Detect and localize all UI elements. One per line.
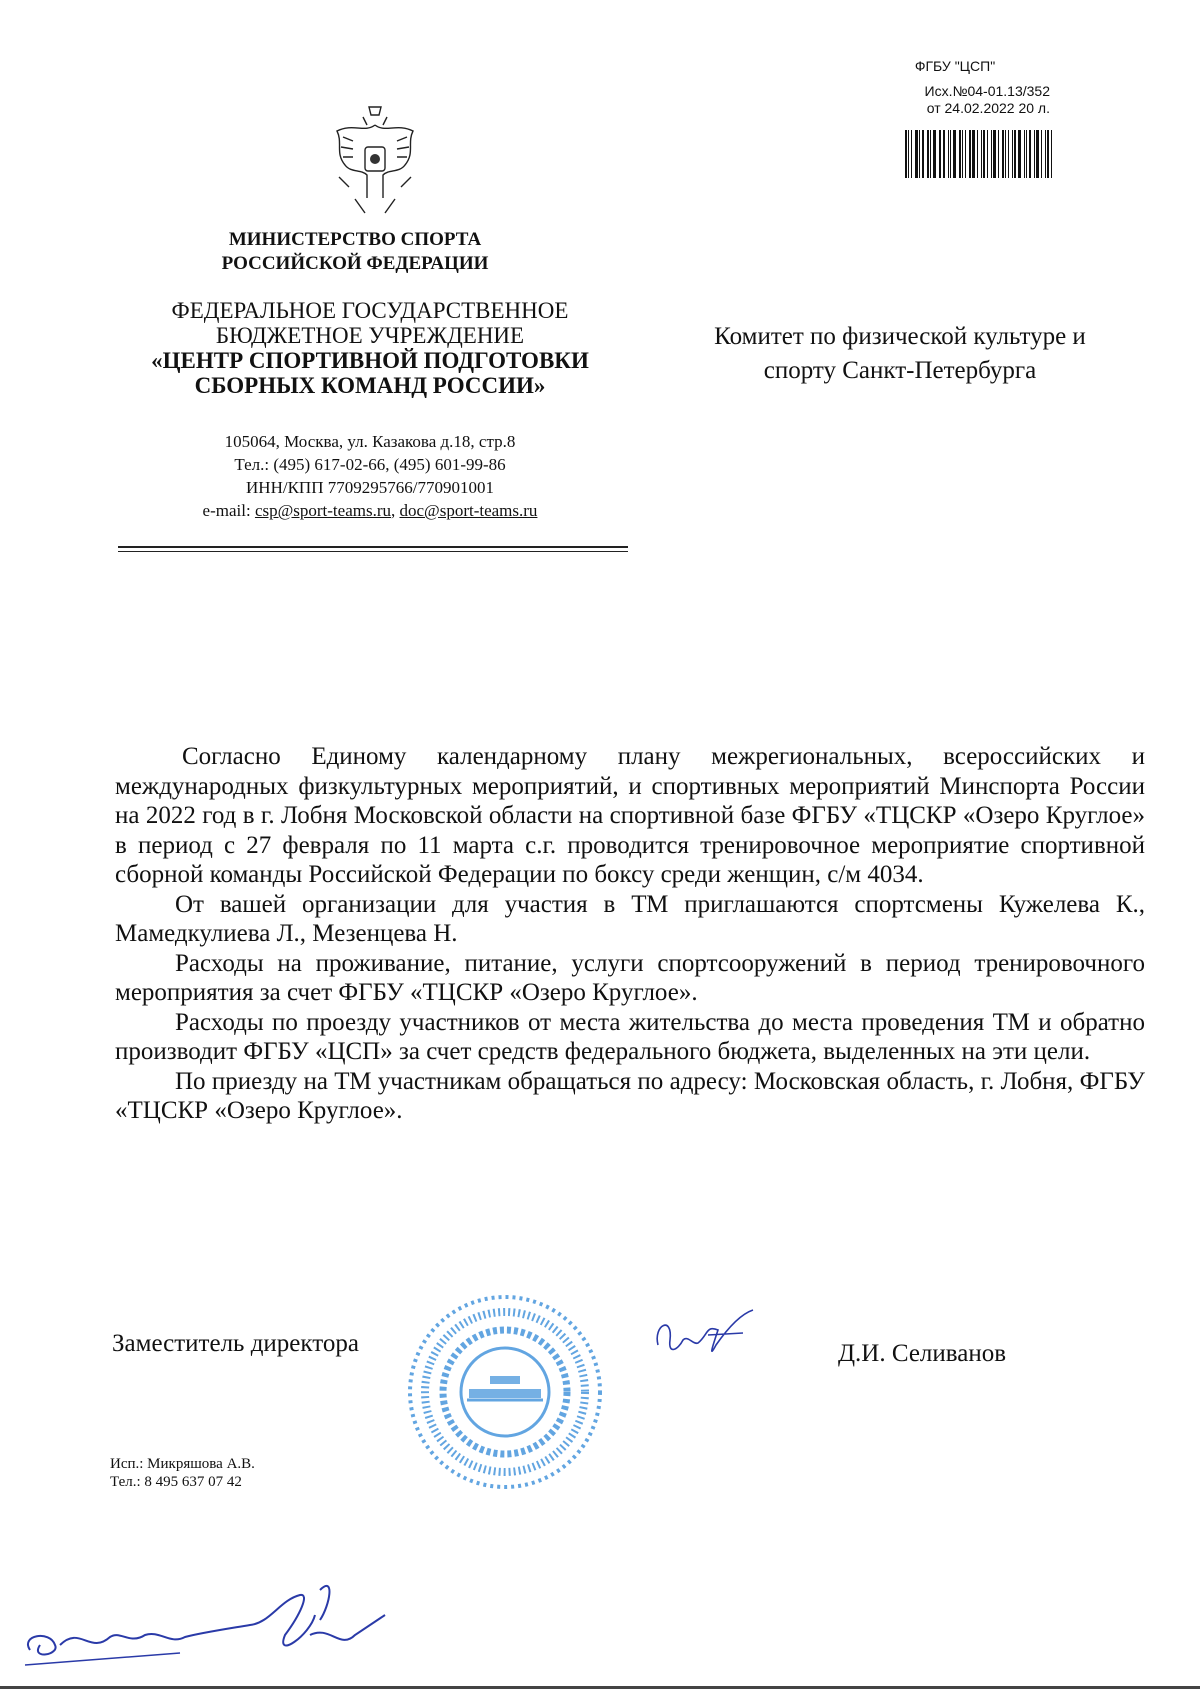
barcode-bar	[991, 130, 992, 178]
paragraph: По приезду на ТМ участникам обращаться по адресу: Московская область, г. Лобня, ФГБУ «ТЦСКР «Озеро Круглое».	[115, 1067, 1145, 1124]
executor-phone: Тел.: 8 495 637 07 42	[110, 1474, 242, 1490]
organization-contacts	[150, 430, 590, 522]
org-type-line: ФЕДЕРАЛЬНОЕ ГОСУДАРСТВЕННОЕ	[171, 298, 569, 323]
director-signature	[648, 1305, 758, 1375]
barcode-bar	[953, 130, 956, 178]
barcode-bar	[993, 130, 996, 178]
signatory-name: Д.И. Селиванов	[838, 1340, 1007, 1367]
email-link[interactable]: csp@sport-teams.ru	[254, 501, 391, 520]
email-separator: ,	[391, 501, 400, 520]
inn: ИНН/КПП 7709295766/770901001	[246, 478, 494, 497]
barcode-bar	[919, 130, 920, 178]
barcode-bar	[981, 130, 982, 178]
barcode-bar	[1047, 130, 1049, 178]
barcode-bar	[962, 130, 963, 178]
barcode-bar	[1026, 130, 1027, 178]
header-divider	[118, 546, 628, 548]
org-type-line: БЮДЖЕТНОЕ УЧРЕЖДЕНИЕ	[215, 323, 525, 348]
barcode-bar	[943, 130, 945, 178]
official-seal	[405, 1292, 605, 1492]
barcode-bar	[1036, 130, 1039, 178]
handwritten-signature	[10, 1575, 410, 1675]
registration-stamp	[860, 58, 1050, 117]
barcode-bar	[959, 130, 961, 178]
barcode-bar	[930, 130, 931, 178]
barcode-bar	[933, 130, 936, 178]
barcode-bar	[939, 130, 940, 178]
barcode-bar	[965, 130, 966, 178]
barcode-bar	[948, 130, 949, 178]
barcode-bar	[1029, 130, 1031, 178]
barcode-bar	[977, 130, 978, 178]
email-line	[150, 499, 590, 522]
email-label: e-mail:	[202, 501, 255, 520]
ministry-name	[190, 228, 520, 276]
organization-name	[120, 298, 620, 398]
barcode-bar	[908, 130, 909, 178]
recipient	[680, 320, 1120, 388]
barcode-bar	[1014, 130, 1016, 178]
barcode-bar	[915, 130, 918, 178]
barcode-bar	[1051, 130, 1052, 178]
barcode-bar	[922, 130, 924, 178]
barcode-bar	[950, 130, 951, 178]
signatory-position: Заместитель директора	[112, 1330, 359, 1357]
coat-of-arms-emblem	[325, 103, 425, 215]
barcode-bar	[1005, 130, 1006, 178]
recipient-line: Комитет по физической культуре и	[714, 323, 1086, 350]
registration-org: ФГБУ "ЦСП"	[914, 58, 996, 74]
barcode-bar	[972, 130, 975, 178]
paragraph: От вашей организации для участия в ТМ приглашаются спортсмены Кужелева К., Мамедкулиева Л., Мезенцева Н.	[115, 890, 1145, 947]
letter-body	[115, 742, 1145, 1126]
header-divider	[118, 551, 628, 552]
registration-number: Исх.№04-01.13/352	[924, 83, 1050, 99]
email-link[interactable]: doc@sport-teams.ru	[399, 501, 538, 520]
barcode-bar	[1012, 130, 1014, 178]
page-edge-line	[0, 1686, 1200, 1689]
barcode-bar	[983, 130, 985, 178]
barcode-bar	[1002, 130, 1004, 178]
ministry-line: МИНИСТЕРСТВО СПОРТА	[228, 229, 482, 250]
executor-info	[110, 1455, 255, 1491]
executor-name: Исп.: Микряшова А.В.	[110, 1456, 255, 1472]
barcode-bar	[1024, 130, 1025, 178]
barcode	[905, 130, 1055, 178]
ministry-line: РОССИЙСКОЙ ФЕДЕРАЦИИ	[221, 253, 489, 274]
barcode-bar	[1041, 130, 1042, 178]
barcode-bar	[1034, 130, 1035, 178]
barcode-bar	[987, 130, 988, 178]
paragraph: Расходы по проезду участников от места жительства до места проведения ТМ и обратно производит ФГБУ «ЦСП» за счет средств федерального бюджета, выделенных на эти цели.	[115, 1008, 1145, 1065]
org-name-line: «ЦЕНТР СПОРТИВНОЙ ПОДГОТОВКИ	[151, 348, 589, 373]
barcode-bar	[940, 130, 941, 178]
barcode-bar	[969, 130, 971, 178]
recipient-line: спорту Санкт-Петербурга	[763, 357, 1037, 384]
barcode-bar	[927, 130, 929, 178]
org-name-line: СБОРНЫХ КОМАНД РОССИИ»	[194, 373, 546, 398]
barcode-bar	[1008, 130, 1009, 178]
barcode-bar	[1018, 130, 1021, 178]
barcode-bar	[905, 130, 907, 178]
address: 105064, Москва, ул. Казакова д.18, стр.8	[224, 432, 516, 451]
barcode-bar	[911, 130, 912, 178]
paragraph: Согласно Единому календарному плану межрегиональных, всероссийских и международных физкультурных мероприятий, и спортивных мероприятий Минспорта России на 2022 год в г. Лобня Московской области на спортивной базе ФГБУ «ТЦСКР «Озеро Круглое» в период с 27 февраля по 11 марта с.г. проводится тренировочное мероприятие спортивной сборной команды Российской Федерации по боксу среди женщин, с/м 4034.	[115, 743, 1145, 888]
barcode-bar	[998, 130, 999, 178]
phone: Тел.: (495) 617-02-66, (495) 601-99-86	[234, 455, 506, 474]
registration-date: от 24.02.2022 20 л.	[926, 100, 1050, 116]
barcode-bar	[1045, 130, 1046, 178]
paragraph: Расходы на проживание, питание, услуги спортсооружений в период тренировочного мероприятия за счет ФГБУ «ТЦСКР «Озеро Круглое».	[115, 949, 1145, 1006]
